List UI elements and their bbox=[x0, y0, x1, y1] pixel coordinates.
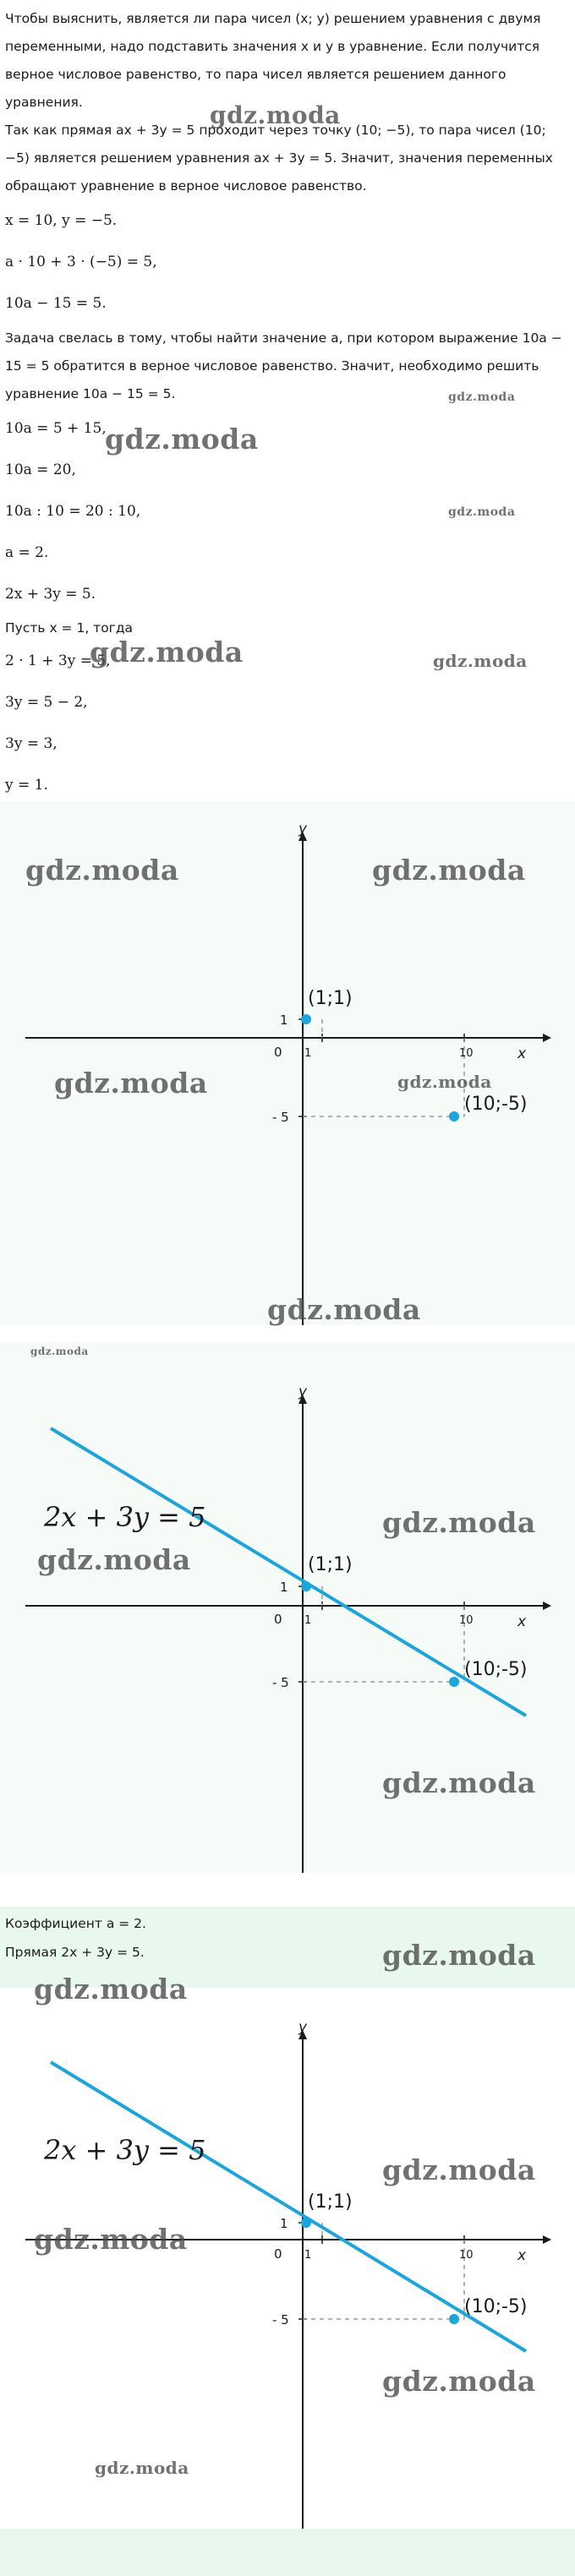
equation: 10a − 15 = 5. bbox=[5, 295, 107, 312]
equation: 3y = 3, bbox=[5, 735, 58, 752]
tick-x-1-label: 1 bbox=[304, 1047, 312, 1060]
watermark: gdz.moda bbox=[448, 505, 516, 519]
tick-y-neg5-label: - 5 bbox=[272, 2312, 289, 2328]
watermark: gdz.moda bbox=[34, 2223, 188, 2256]
equation: 3y = 5 − 2, bbox=[5, 694, 88, 711]
x-axis-arrow-icon bbox=[543, 1602, 551, 1610]
x-axis-label: x bbox=[518, 1045, 527, 1062]
x-axis-label: x bbox=[518, 2247, 527, 2264]
point-10-neg5 bbox=[449, 2314, 459, 2324]
point-a-label: (1;1) bbox=[308, 988, 353, 1009]
point-1-1 bbox=[301, 1581, 311, 1591]
watermark: gdz.moda bbox=[433, 651, 528, 671]
origin-label: 0 bbox=[274, 2246, 282, 2262]
line-equation-label: 2x + 3y = 5 bbox=[44, 2134, 206, 2166]
y-axis-label: y bbox=[298, 821, 308, 838]
tick-y-1-label: 1 bbox=[280, 1012, 288, 1028]
point-10-neg5 bbox=[449, 1111, 459, 1122]
let-x-text: Пусть x = 1, тогда bbox=[5, 620, 134, 636]
watermark: gdz.moda bbox=[382, 2365, 536, 2398]
point-1-1 bbox=[301, 2218, 311, 2228]
graph-figure-answer bbox=[0, 1988, 575, 2529]
math-block-1 bbox=[0, 200, 575, 325]
answer-line: Прямая 2x + 3y = 5. bbox=[5, 1945, 145, 1960]
point-10-neg5 bbox=[449, 1677, 459, 1687]
line-equation-label: 2x + 3y = 5 bbox=[44, 1501, 206, 1533]
watermark: gdz.moda bbox=[397, 1072, 492, 1092]
watermark: gdz.moda bbox=[25, 854, 179, 887]
equation: 10a = 20, bbox=[5, 461, 76, 478]
point-b-label: (10;-5) bbox=[464, 1659, 528, 1680]
y-axis-label: y bbox=[298, 1384, 308, 1400]
watermark: gdz.moda bbox=[448, 390, 516, 404]
tick-x-10-label: 10 bbox=[459, 2249, 474, 2262]
watermark: gdz.moda bbox=[382, 1939, 536, 1972]
origin-label: 0 bbox=[274, 1045, 282, 1060]
equation: x = 10, y = −5. bbox=[5, 212, 118, 229]
watermark: gdz.moda bbox=[382, 2153, 536, 2186]
watermark: gdz.moda bbox=[30, 1345, 89, 1357]
point-1-1 bbox=[301, 1014, 311, 1024]
solution-text bbox=[0, 0, 575, 200]
tick-x-1-label: 1 bbox=[304, 2249, 312, 2262]
watermark: gdz.moda bbox=[37, 1543, 191, 1576]
origin-label: 0 bbox=[274, 1612, 282, 1627]
equation: 10a = 5 + 15, bbox=[5, 420, 107, 437]
coordinate-plane-3 bbox=[0, 1988, 575, 2529]
point-b-label: (10;-5) bbox=[464, 2296, 528, 2317]
watermark: gdz.moda bbox=[90, 636, 244, 669]
watermark: gdz.moda bbox=[382, 1506, 536, 1539]
point-b-label: (10;-5) bbox=[464, 1094, 528, 1115]
equation: 2 · 1 + 3y = 5, bbox=[5, 652, 111, 669]
watermark: gdz.moda bbox=[95, 2458, 189, 2478]
point-a-label: (1;1) bbox=[308, 1554, 353, 1575]
tick-y-1-label: 1 bbox=[280, 1580, 288, 1595]
equation: 2x + 3y = 5. bbox=[5, 586, 96, 603]
tick-y-neg5-label: - 5 bbox=[272, 1110, 289, 1125]
watermark: gdz.moda bbox=[372, 854, 526, 887]
y-axis-label: y bbox=[298, 2019, 308, 2036]
watermark: gdz.moda bbox=[210, 101, 341, 129]
x-axis-arrow-icon bbox=[543, 2235, 551, 2244]
watermark: gdz.moda bbox=[267, 1293, 421, 1326]
equation: a · 10 + 3 · (−5) = 5, bbox=[5, 254, 157, 270]
let-text-block bbox=[0, 615, 575, 641]
tick-y-1-label: 1 bbox=[280, 2216, 288, 2231]
x-axis-label: x bbox=[518, 1613, 527, 1630]
tick-y-neg5-label: - 5 bbox=[272, 1675, 289, 1690]
equation: a = 2. bbox=[5, 544, 49, 561]
equation: y = 1. bbox=[5, 777, 48, 794]
intro-paragraph-2: Так как прямая ax + 3y = 5 проходит через точку (10; −5), то пара чисел (10; −5) является решением уравнения ax + 3y = 5. Значит, значения переменных обращают уравнение в верное числовое равенство. bbox=[5, 123, 553, 194]
tick-x-10-label: 10 bbox=[459, 1047, 474, 1060]
line-2x-3y-5 bbox=[51, 2062, 526, 2351]
watermark: gdz.moda bbox=[54, 1067, 208, 1100]
x-axis-arrow-icon bbox=[543, 1034, 551, 1042]
tick-x-10-label: 10 bbox=[459, 1614, 474, 1627]
equation: 10a : 10 = 20 : 10, bbox=[5, 503, 141, 520]
tick-x-1-label: 1 bbox=[304, 1614, 312, 1627]
point-a-label: (1;1) bbox=[308, 2191, 353, 2213]
watermark: gdz.moda bbox=[34, 1973, 188, 2006]
answer-coef: Коэффициент a = 2. bbox=[5, 1916, 146, 1931]
watermark: gdz.moda bbox=[382, 1766, 536, 1799]
intro-paragraph-1: Чтобы выяснить, является ли пара чисел (x; y) решением уравнения с двумя переменными, надо подставить значения x и y в уравнение. Если получится верное числовое равенство, то пара чисел является решением данного уравнения. bbox=[5, 11, 541, 110]
task-paragraph: Задача свелась в тому, чтобы найти значение a, при котором выражение 10a − 15 = 5 обратится в верное числовое равенство. Значит, необходимо решить уравнение 10a − 15 = 5. bbox=[5, 330, 562, 401]
watermark: gdz.moda bbox=[105, 423, 259, 456]
